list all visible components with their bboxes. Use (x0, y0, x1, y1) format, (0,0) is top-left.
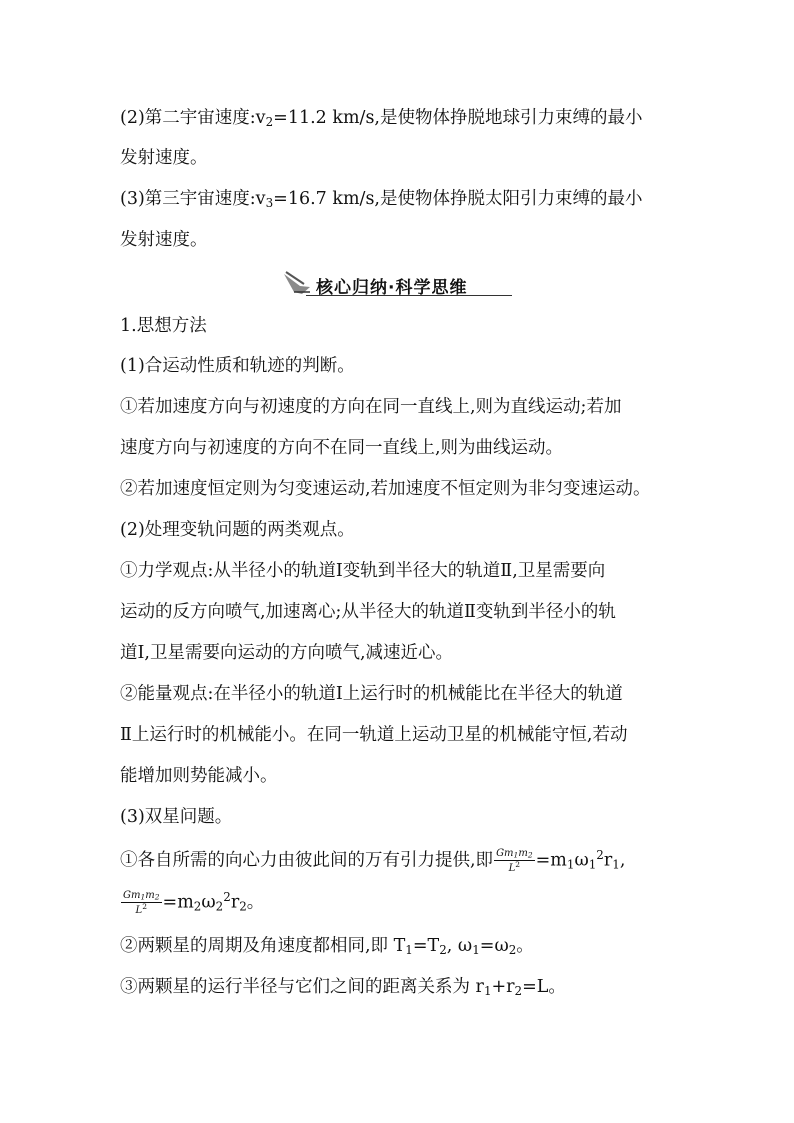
body-line-6: (2)处理变轨问题的两类观点。 (120, 520, 355, 540)
text-line-4: 发射速度。 (120, 230, 208, 250)
body-line-12: 能增加则势能减小。 (120, 766, 278, 786)
text-line-1: (2)第二宇宙速度$:v_2=11.2$ km/s,是使物体挣脱地球引力束缚的最小 (120, 108, 643, 129)
body-line-10: ②能量观点:在半径小的轨道Ⅰ上运行时的机械能比在半径大的轨道 (120, 684, 623, 704)
body-line-11: Ⅱ上运行时的机械能小。在同一轨道上运动卫星的机械能守恒,若动 (120, 725, 628, 745)
formula-line-2: $\frac{Gm1m2}{L^2}$ $=m_2\omega_2^2r_2$。 (123, 890, 265, 916)
body-line-9: 道Ⅰ,卫星需要向运动的方向喷气,减速近心。 (120, 643, 454, 663)
text-line-2: 发射速度。 (120, 148, 208, 168)
body-line-13: (3)双星问题。 (120, 807, 233, 827)
section-title: 核心归纳·科学思维 (316, 278, 468, 298)
text-line-3: (3)第三宇宙速度$:v_3=16.7$ km/s,是使物体挣脱太阳引力束缚的最小 (120, 189, 643, 210)
fraction-gravity-1: $\frac{Gm1m2}{L^2}$ (496, 848, 533, 874)
fraction-gravity-2: $\frac{Gm1m2}{L^2}$ (123, 890, 160, 916)
body-line-4: 速度方向与初速度的方向不在同一直线上,则为曲线运动。 (120, 438, 564, 458)
formula-line-4: ③两颗星的运行半径与它们之间的距离关系为 $r_1+r_2=L$。 (120, 977, 566, 998)
body-line-3: ①若加速度方向与初速度的方向在同一直线上,则为直线运动;若加 (120, 397, 622, 417)
body-line-5: ②若加速度恒定则为匀变速运动,若加速度不恒定则为非匀变速运动。 (120, 479, 651, 499)
formula-line-1: ①各自所需的向心力由彼此间的万有引力提供,即 $\frac{Gm1m2}{L^2}$ $=m_1\omega_1^2r_1$, (120, 848, 626, 874)
body-line-7: ①力学观点:从半径小的轨道Ⅰ变轨到半径大的轨道Ⅱ,卫星需要向 (120, 561, 606, 581)
body-line-8: 运动的反方向喷气,加速离心;从半径大的轨道Ⅱ变轨到半径小的轨 (120, 602, 616, 622)
section-banner (280, 268, 512, 298)
pen-icon (280, 268, 314, 298)
formula-line-3: ②两颗星的周期及角速度都相同,即 $T_1=T_2$, $\omega_1=\omega_2$。 (120, 936, 534, 957)
section-underline (306, 295, 512, 296)
body-line-1: 1.思想方法 (120, 316, 207, 336)
body-line-2: (1)合运动性质和轨迹的判断。 (120, 356, 355, 376)
